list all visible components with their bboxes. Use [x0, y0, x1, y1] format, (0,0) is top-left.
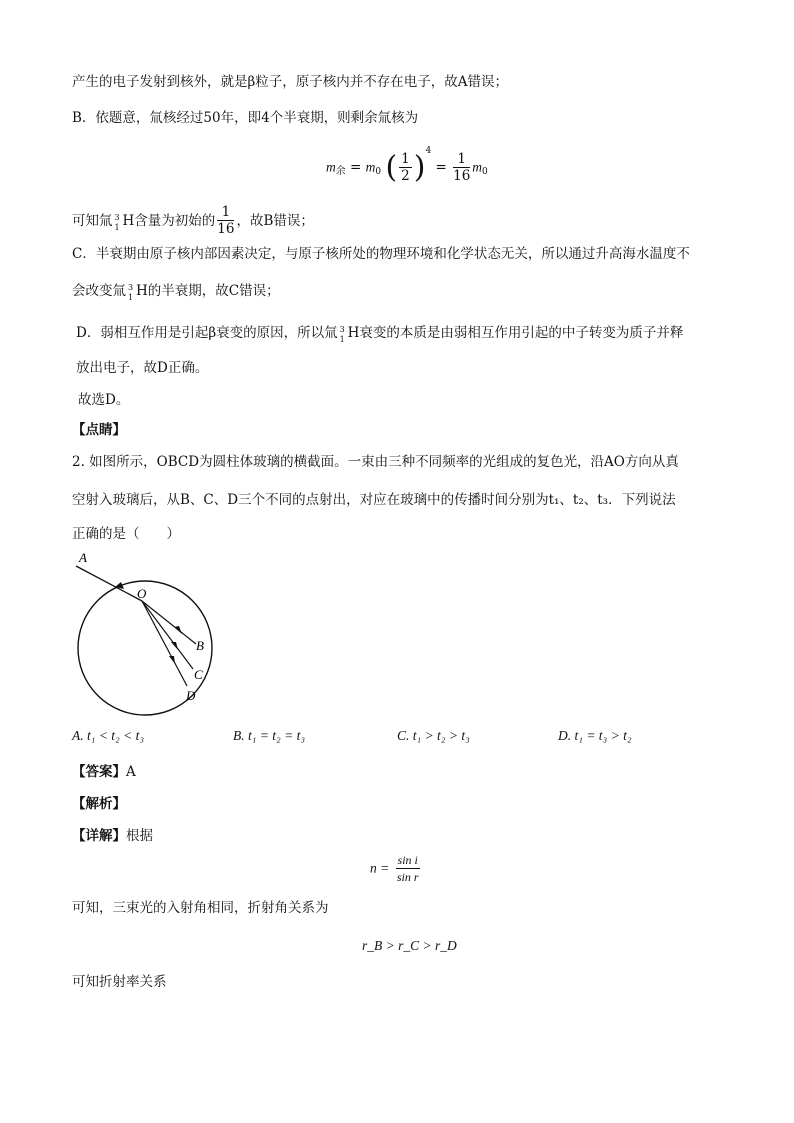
text-line: 故选D。 — [78, 392, 130, 408]
label-b: B — [196, 638, 204, 653]
circle-refraction-figure — [66, 546, 226, 716]
tritium-symbol — [126, 280, 148, 302]
detail-line — [72, 826, 153, 846]
text-line — [76, 322, 683, 343]
formula-refraction-angles: r_B > r_C > r_D — [362, 938, 457, 953]
charge-number: 1 — [128, 293, 134, 302]
arrow-head-icon — [174, 626, 182, 634]
text-line: 可知折射率关系 — [72, 974, 167, 990]
text-span: D．弱相互作用是引起β衰变的原因，所以氚 — [76, 325, 338, 341]
fraction-denominator: 16 — [453, 168, 471, 184]
text-line — [72, 280, 280, 301]
label-o: O — [137, 586, 147, 601]
half-denominator: 2 — [401, 168, 410, 184]
section-label: 【点睛】 — [72, 422, 126, 438]
tritium-symbol — [113, 210, 135, 232]
answer-label: 【答案】 — [72, 764, 126, 780]
formula-remaining-mass: $m_余 = m_0$ ( $\frac{1}{2}$ )$^4$ = $\frac{1}{16}$ $m_0$ — [326, 146, 488, 185]
text-span: ，故B错误； — [236, 213, 314, 229]
text-line: 可知，三束光的入射角相同，折射角关系为 — [72, 900, 329, 916]
equals-sign: = — [435, 159, 447, 176]
text-line: 产生的电子发射到核外，就是β粒子，原子核内并不存在电子，故A错误； — [72, 74, 509, 90]
option-a[interactable]: A. t₁ < t₂ < t₃ — [72, 728, 145, 743]
formula-refractive-index — [370, 852, 422, 885]
text-span: H衰变的本质是由弱相互作用引起的中子转变为质子并释 — [347, 325, 684, 341]
label-c: C — [194, 667, 203, 682]
question-text: 正确的是（ ） — [72, 526, 180, 542]
charge-number: 1 — [114, 223, 120, 232]
power: 4 — [425, 146, 432, 156]
text-line: 放出电子，故D正确。 — [76, 360, 209, 376]
fraction-numerator: 1 — [453, 151, 470, 168]
detail-label: 【详解】 — [72, 828, 126, 844]
incident-ray — [76, 566, 142, 601]
mass-number: 3 — [128, 283, 134, 292]
text-line — [72, 204, 314, 237]
option-d[interactable]: D. t₁ = t₃ > t₂ — [558, 728, 632, 743]
detail-text: 根据 — [126, 828, 153, 844]
arrow-head-icon — [169, 656, 175, 664]
text-line: C．半衰期由原子核内部因素决定，与原子核所处的物理环境和化学状态无关，所以通过升高海水温度不 — [72, 246, 690, 262]
answer-line — [72, 762, 136, 782]
option-c[interactable]: C. t₁ > t₂ > t₃ — [397, 728, 470, 743]
question-text: 2. 如图所示，OBCD为圆柱体玻璃的横截面。一束由三种不同频率的光组成的复色光，沿AO方向从真 — [72, 454, 679, 470]
text-span: 会改变氚 — [72, 283, 126, 299]
fraction-numerator: 1 — [217, 204, 234, 221]
option-b[interactable]: B. t₁ = t₂ = t₃ — [233, 728, 306, 743]
formula-denominator: sin r — [396, 870, 419, 884]
text-span: H的半衰期，故C错误； — [136, 283, 280, 299]
label-d: D — [186, 688, 196, 703]
text-line: B．依题意，氚核经过50年，即4个半衰期，则剩余氚核为 — [72, 110, 419, 126]
question-text: 空射入玻璃后，从B、C、D三个不同的点射出，对应在玻璃中的传播时间分别为t₁、t₂、t₃．下列说法 — [72, 492, 676, 508]
charge-number: 1 — [339, 335, 345, 344]
answer-value: A — [126, 764, 136, 780]
fraction-denominator: 16 — [217, 221, 235, 237]
formula-numerator: sin i — [397, 853, 418, 867]
formula-lhs: n = — [370, 860, 390, 876]
half-numerator: 1 — [401, 151, 410, 167]
text-span: 可知氚 — [72, 213, 113, 229]
analysis-label: 【解析】 — [72, 796, 126, 812]
tritium-symbol — [338, 322, 360, 344]
mass-number: 3 — [339, 325, 345, 334]
arrow-head-icon — [171, 642, 178, 650]
ray-to-d — [142, 601, 187, 686]
text-span: H含量为初始的 — [122, 213, 216, 229]
label-a: A — [79, 550, 87, 565]
mass-number: 3 — [114, 213, 120, 222]
